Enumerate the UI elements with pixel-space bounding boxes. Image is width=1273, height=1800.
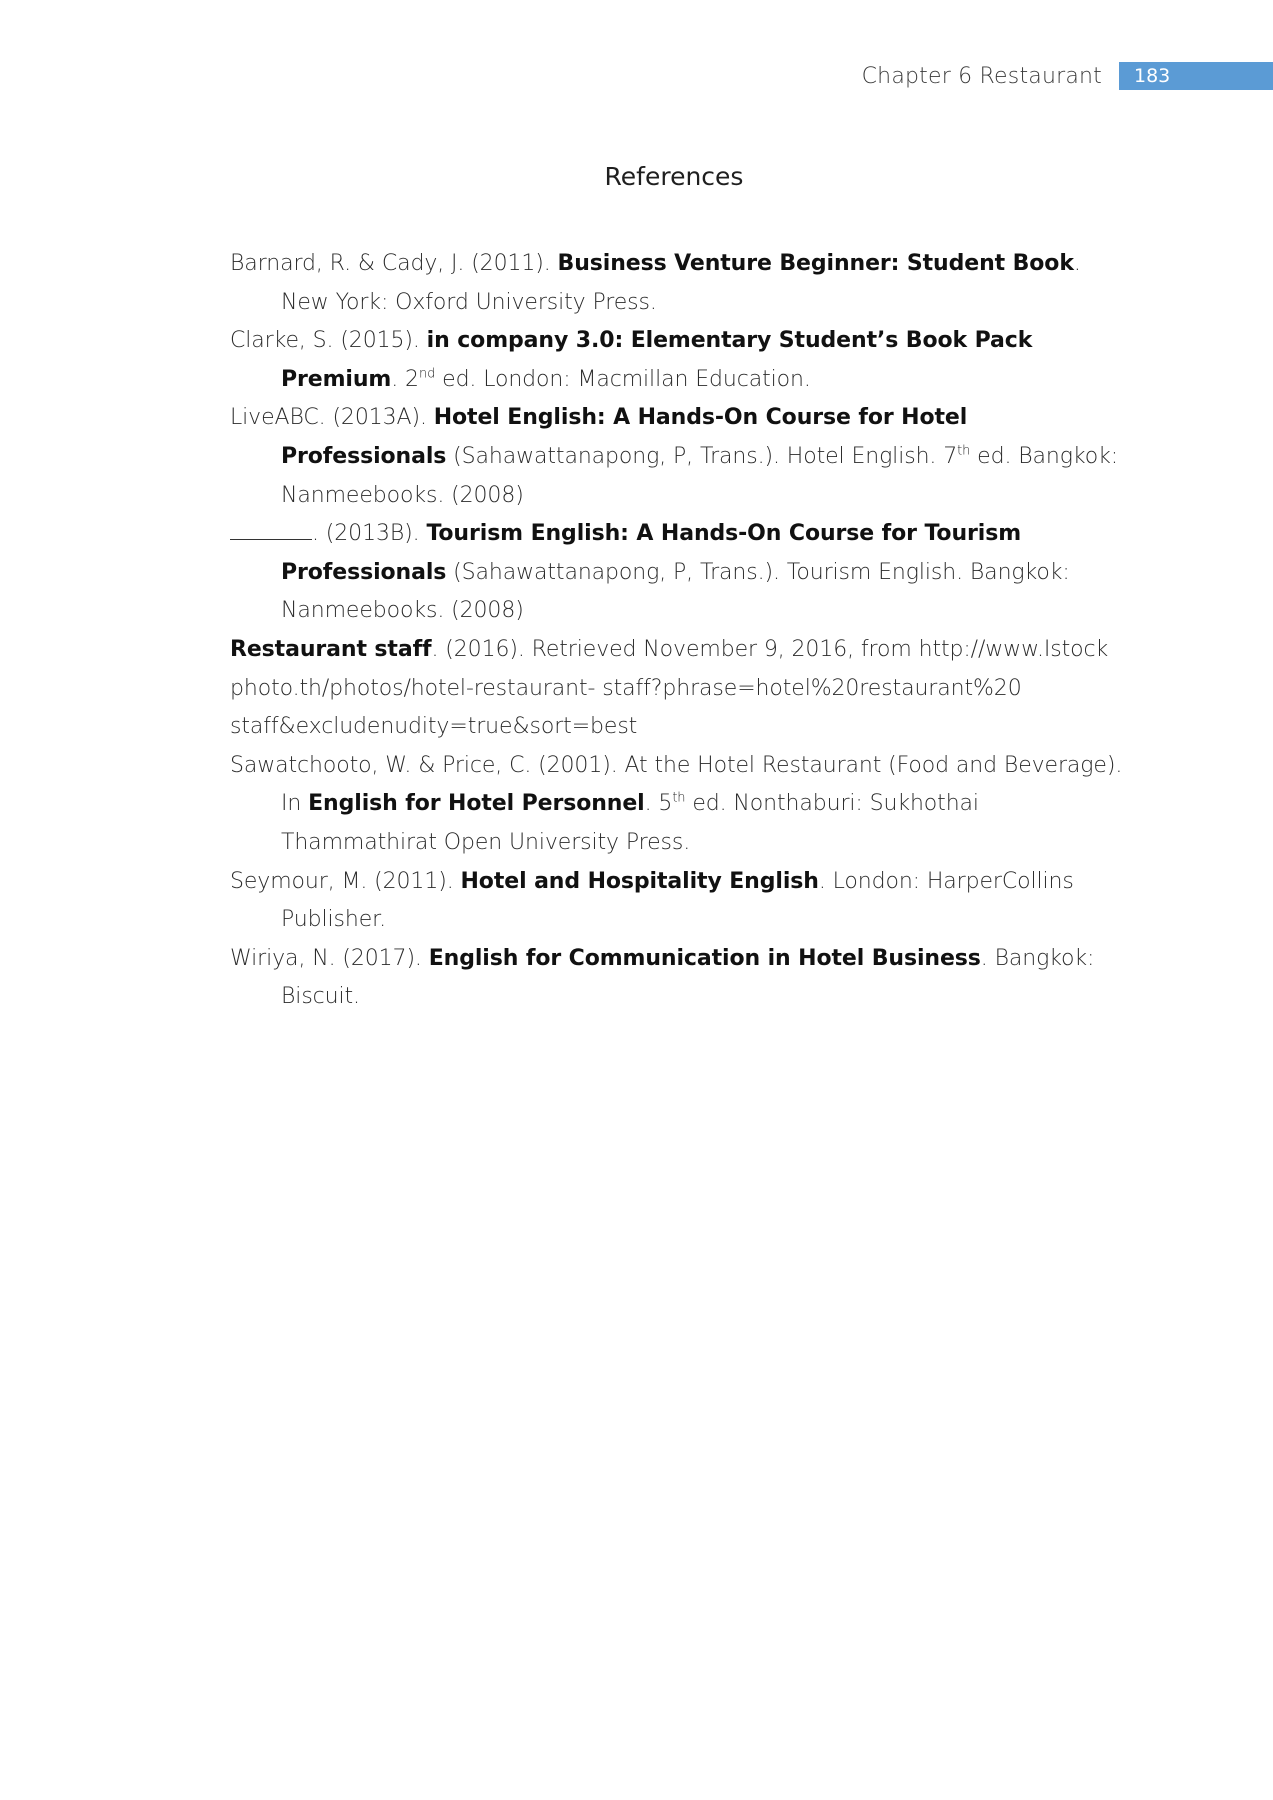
reference-title: English for Communication in Hotel Business <box>428 945 981 971</box>
reference-entry: . (2013B). Tourism English: A Hands-On Course for Tourism Professionals (Sahawattanapong, P, Trans.). Tourism English. Bangkok: Nanmeebooks. (2008) <box>230 515 1130 631</box>
reference-entry: LiveABC. (2013A). Hotel English: A Hands-On Course for Hotel Professionals (Sahawattanapong, P, Trans.). Hotel English. 7th ed. Bangkok: Nanmeebooks. (2008) <box>230 405 1119 508</box>
reference-entry: Clarke, S. (2015). in company 3.0: Elementary Student’s Book Pack Premium. 2nd ed. London: Macmillan Education. <box>230 328 1033 392</box>
repeated-author-line <box>230 517 312 540</box>
reference-title: Restaurant staff <box>230 636 432 662</box>
running-header <box>862 62 1273 90</box>
reference-title: Hotel and Hospitality English <box>460 868 819 894</box>
reference-url-line: photo.th/photos/hotel-restaurant- staff?phrase=hotel%20restaurant%20 <box>230 675 1022 701</box>
reference-entry: Sawatchooto, W. & Price, C. (2001). At the Hotel Restaurant (Food and Beverage). In English for Hotel Personnel. 5th ed. Nonthaburi: Sukhothai Thammathirat Open University Press. <box>230 752 1123 855</box>
reference-url-line: staff&excludenudity=true&sort=best <box>230 714 638 740</box>
reference-title: in company 3.0: Elementary Student’s Book Pack Premium <box>281 328 1033 392</box>
reference-title: Business Venture Beginner: Student Book <box>557 251 1074 276</box>
reference-entry: Barnard, R. & Cady, J. (2011). Business Venture Beginner: Student Book. New York: Oxford University Press. <box>230 251 1081 315</box>
page-number: 183 <box>1119 62 1273 90</box>
reference-title: Hotel English: A Hands-On Course for Hotel Professionals <box>281 405 968 469</box>
references-heading: References <box>604 162 744 191</box>
reference-entry: Wiriya, N. (2017). English for Communication in Hotel Business. Bangkok: Biscuit. <box>230 945 1095 1010</box>
reference-entry: Restaurant staff. (2016). Retrieved November 9, 2016, from http://www.Istock photo.th/photos/hotel-restaurant- staff?phrase=hotel%20restaurant%20 staff&excludenudity=true&sort=best <box>230 631 1130 747</box>
reference-entry: Seymour, M. (2011). Hotel and Hospitality English. London: HarperCollins Publisher. <box>230 868 1074 933</box>
chapter-title: Chapter 6 Restaurant <box>861 63 1102 89</box>
reference-title: Tourism English: A Hands-On Course for Tourism Professionals <box>281 521 1022 585</box>
reference-title: English for Hotel Personnel <box>308 791 645 817</box>
reference-list <box>230 245 1130 1017</box>
